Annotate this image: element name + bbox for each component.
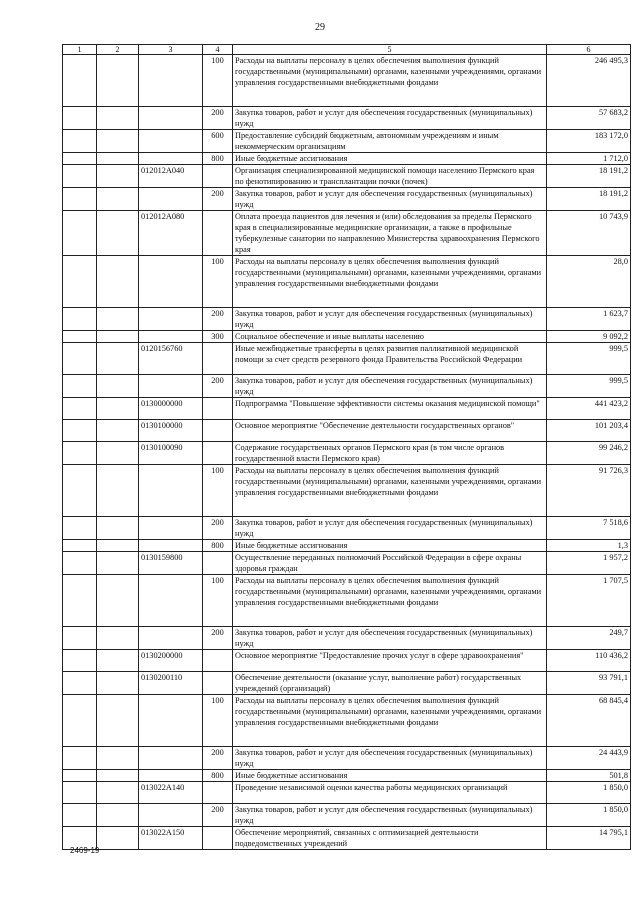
- cell-col-1: [63, 343, 97, 375]
- cell-col-2: [97, 672, 139, 695]
- cell-col-1: [63, 695, 97, 747]
- cell-col-1: [63, 552, 97, 575]
- amount-value: 183 172,0: [547, 130, 631, 153]
- item-description: Закупка товаров, работ и услуг для обеспечения государственных (муниципальных) нужд: [233, 747, 547, 770]
- table-row: [63, 308, 631, 331]
- item-description: Предоставление субсидий бюджетным, автономным учреждениям и иным некоммерческим организациям: [233, 130, 547, 153]
- table-row: [63, 331, 631, 343]
- target-article-code: [139, 130, 203, 153]
- cell-col-2: [97, 165, 139, 188]
- expense-type-code: [203, 672, 233, 695]
- cell-col-1: [63, 153, 97, 165]
- target-article-code: [139, 804, 203, 827]
- item-description: Закупка товаров, работ и услуг для обеспечения государственных (муниципальных) нужд: [233, 804, 547, 827]
- cell-col-1: [63, 308, 97, 331]
- table-row: [63, 130, 631, 153]
- expense-type-code: 100: [203, 695, 233, 747]
- item-description: Иные бюджетные ассигнования: [233, 540, 547, 552]
- amount-value: 999,5: [547, 343, 631, 375]
- amount-value: 28,0: [547, 256, 631, 308]
- target-article-code: [139, 770, 203, 782]
- cell-col-1: [63, 442, 97, 465]
- target-article-code: [139, 188, 203, 211]
- expense-type-code: 200: [203, 375, 233, 398]
- header-col-5: 5: [233, 45, 547, 55]
- target-article-code: 013022А150: [139, 827, 203, 850]
- cell-col-1: [63, 107, 97, 130]
- table-row: [63, 575, 631, 627]
- cell-col-2: [97, 153, 139, 165]
- target-article-code: 0130200110: [139, 672, 203, 695]
- amount-value: 91 726,3: [547, 465, 631, 517]
- expense-type-code: 800: [203, 540, 233, 552]
- item-description: Закупка товаров, работ и услуг для обеспечения государственных (муниципальных) нужд: [233, 308, 547, 331]
- amount-value: 246 495,3: [547, 55, 631, 107]
- cell-col-1: [63, 804, 97, 827]
- item-description: Оплата проезда пациентов для лечения и (или) обследования за пределы Пермского края в специализированные медицинские организации, а также в профильные туберкулезные санатории по направлению Министерства здравоохранения Пермского края: [233, 211, 547, 256]
- cell-col-1: [63, 575, 97, 627]
- amount-value: 501,8: [547, 770, 631, 782]
- table-row: [63, 375, 631, 398]
- expense-type-code: 100: [203, 465, 233, 517]
- table-row: [63, 827, 631, 850]
- expense-type-code: 800: [203, 153, 233, 165]
- amount-value: 101 203,4: [547, 420, 631, 442]
- cell-col-2: [97, 782, 139, 804]
- amount-value: 1 712,0: [547, 153, 631, 165]
- amount-value: 10 743,9: [547, 211, 631, 256]
- table-row: [63, 552, 631, 575]
- expense-type-code: [203, 782, 233, 804]
- table-row: [63, 420, 631, 442]
- table-row: [63, 343, 631, 375]
- cell-col-2: [97, 331, 139, 343]
- cell-col-2: [97, 540, 139, 552]
- cell-col-1: [63, 517, 97, 540]
- target-article-code: [139, 575, 203, 627]
- cell-col-2: [97, 695, 139, 747]
- item-description: Организация специализированной медицинской помощи населению Пермского края по фенотипированию и трансплантации почки (почек): [233, 165, 547, 188]
- item-description: Иные бюджетные ассигнования: [233, 153, 547, 165]
- amount-value: 24 443,9: [547, 747, 631, 770]
- cell-col-1: [63, 627, 97, 650]
- item-description: Закупка товаров, работ и услуг для обеспечения государственных (муниципальных) нужд: [233, 188, 547, 211]
- target-article-code: 013022А140: [139, 782, 203, 804]
- target-article-code: [139, 517, 203, 540]
- item-description: Расходы на выплаты персоналу в целях обеспечения выполнения функций государственными (муниципальными) органами, казенными учреждениями, органами управления государственными внебюджетными фондами: [233, 465, 547, 517]
- item-description: Обеспечение деятельности (оказание услуг, выполнение работ) государственных учреждений (организаций): [233, 672, 547, 695]
- item-description: Проведение независимой оценки качества работы медицинских организаций: [233, 782, 547, 804]
- amount-value: 99 246,2: [547, 442, 631, 465]
- cell-col-2: [97, 107, 139, 130]
- target-article-code: 0130159800: [139, 552, 203, 575]
- cell-col-2: [97, 398, 139, 420]
- expense-type-code: [203, 211, 233, 256]
- cell-col-2: [97, 420, 139, 442]
- header-col-1: 1: [63, 45, 97, 55]
- item-description: Закупка товаров, работ и услуг для обеспечения государственных (муниципальных) нужд: [233, 375, 547, 398]
- cell-col-2: [97, 517, 139, 540]
- amount-value: 93 791,1: [547, 672, 631, 695]
- cell-col-1: [63, 465, 97, 517]
- table-row: [63, 442, 631, 465]
- cell-col-1: [63, 211, 97, 256]
- table-row: [63, 107, 631, 130]
- cell-col-1: [63, 331, 97, 343]
- expense-type-code: 200: [203, 308, 233, 331]
- header-row: [63, 45, 631, 55]
- item-description: Основное мероприятие "Обеспечение деятельности государственных органов": [233, 420, 547, 442]
- table-row: [63, 165, 631, 188]
- item-description: Обеспечение мероприятий, связанных с оптимизацией деятельности подведомственных учреждений: [233, 827, 547, 850]
- expense-type-code: 100: [203, 55, 233, 107]
- cell-col-1: [63, 770, 97, 782]
- expense-type-code: 800: [203, 770, 233, 782]
- expense-type-code: 300: [203, 331, 233, 343]
- cell-col-2: [97, 627, 139, 650]
- target-article-code: [139, 308, 203, 331]
- cell-col-2: [97, 552, 139, 575]
- target-article-code: 0130100090: [139, 442, 203, 465]
- amount-value: 14 795,1: [547, 827, 631, 850]
- item-description: Закупка товаров, работ и услуг для обеспечения государственных (муниципальных) нужд: [233, 107, 547, 130]
- expense-type-code: [203, 827, 233, 850]
- expense-type-code: 200: [203, 107, 233, 130]
- table-row: [63, 153, 631, 165]
- table-row: [63, 517, 631, 540]
- table-row: [63, 188, 631, 211]
- target-article-code: [139, 540, 203, 552]
- table-row: [63, 650, 631, 672]
- amount-value: 1 850,0: [547, 804, 631, 827]
- amount-value: 7 518,6: [547, 517, 631, 540]
- item-description: Расходы на выплаты персоналу в целях обеспечения выполнения функций государственными (муниципальными) органами, казенными учреждениями, органами управления государственными внебюджетными фондами: [233, 695, 547, 747]
- cell-col-1: [63, 398, 97, 420]
- cell-col-1: [63, 165, 97, 188]
- table-row: [63, 804, 631, 827]
- cell-col-2: [97, 130, 139, 153]
- expense-type-code: [203, 552, 233, 575]
- expense-type-code: 200: [203, 804, 233, 827]
- expense-type-code: [203, 650, 233, 672]
- page-number: 29: [315, 22, 325, 33]
- cell-col-2: [97, 827, 139, 850]
- cell-col-2: [97, 308, 139, 331]
- cell-col-2: [97, 465, 139, 517]
- item-description: Иные межбюджетные трансферты в целях развития паллиативной медицинской помощи за счет средств резервного фонда Правительства Российской Федерации: [233, 343, 547, 375]
- amount-value: 441 423,2: [547, 398, 631, 420]
- cell-col-1: [63, 672, 97, 695]
- amount-value: 110 436,2: [547, 650, 631, 672]
- cell-col-1: [63, 747, 97, 770]
- item-description: Подпрограмма "Повышение эффективности системы оказания медицинской помощи": [233, 398, 547, 420]
- expense-type-code: [203, 165, 233, 188]
- budget-table-body: [63, 45, 631, 850]
- cell-col-2: [97, 343, 139, 375]
- cell-col-1: [63, 540, 97, 552]
- target-article-code: [139, 153, 203, 165]
- header-col-3: 3: [139, 45, 203, 55]
- cell-col-2: [97, 55, 139, 107]
- table-row: [63, 747, 631, 770]
- cell-col-2: [97, 747, 139, 770]
- item-description: Расходы на выплаты персоналу в целях обеспечения выполнения функций государственными (муниципальными) органами, казенными учреждениями, органами управления государственными внебюджетными фондами: [233, 55, 547, 107]
- amount-value: 249,7: [547, 627, 631, 650]
- table-row: [63, 398, 631, 420]
- target-article-code: [139, 256, 203, 308]
- cell-col-2: [97, 770, 139, 782]
- amount-value: 999,5: [547, 375, 631, 398]
- table-row: [63, 695, 631, 747]
- target-article-code: 012012А040: [139, 165, 203, 188]
- target-article-code: [139, 627, 203, 650]
- cell-col-1: [63, 375, 97, 398]
- header-col-2: 2: [97, 45, 139, 55]
- header-col-4: 4: [203, 45, 233, 55]
- item-description: Осуществление переданных полномочий Российской Федерации в сфере охраны здоровья граждан: [233, 552, 547, 575]
- item-description: Расходы на выплаты персоналу в целях обеспечения выполнения функций государственными (муниципальными) органами, казенными учреждениями, органами управления государственными внебюджетными фондами: [233, 256, 547, 308]
- expense-type-code: [203, 442, 233, 465]
- cell-col-1: [63, 130, 97, 153]
- expense-type-code: [203, 343, 233, 375]
- amount-value: 68 845,4: [547, 695, 631, 747]
- table-row: [63, 627, 631, 650]
- table-row: [63, 540, 631, 552]
- amount-value: 18 191,2: [547, 188, 631, 211]
- item-description: Расходы на выплаты персоналу в целях обеспечения выполнения функций государственными (муниципальными) органами, казенными учреждениями, органами управления государственными внебюджетными фондами: [233, 575, 547, 627]
- target-article-code: [139, 375, 203, 398]
- amount-value: 9 092,2: [547, 331, 631, 343]
- cell-col-2: [97, 650, 139, 672]
- cell-col-2: [97, 256, 139, 308]
- document-code: 2469-19: [70, 846, 100, 855]
- expense-type-code: 200: [203, 627, 233, 650]
- table-row: [63, 770, 631, 782]
- target-article-code: 0130100000: [139, 420, 203, 442]
- cell-col-2: [97, 188, 139, 211]
- expense-type-code: [203, 420, 233, 442]
- item-description: Закупка товаров, работ и услуг для обеспечения государственных (муниципальных) нужд: [233, 517, 547, 540]
- cell-col-2: [97, 442, 139, 465]
- cell-col-1: [63, 55, 97, 107]
- amount-value: 1 707,5: [547, 575, 631, 627]
- table-row: [63, 211, 631, 256]
- expense-type-code: 100: [203, 256, 233, 308]
- amount-value: 1 623,7: [547, 308, 631, 331]
- target-article-code: [139, 107, 203, 130]
- amount-value: 1 850,0: [547, 782, 631, 804]
- header-col-6: 6: [547, 45, 631, 55]
- target-article-code: [139, 55, 203, 107]
- item-description: Иные бюджетные ассигнования: [233, 770, 547, 782]
- amount-value: 18 191,2: [547, 165, 631, 188]
- table-row: [63, 55, 631, 107]
- amount-value: 1,3: [547, 540, 631, 552]
- budget-table: [62, 44, 631, 850]
- table-row: [63, 256, 631, 308]
- cell-col-2: [97, 375, 139, 398]
- target-article-code: 0130000000: [139, 398, 203, 420]
- table-row: [63, 782, 631, 804]
- cell-col-1: [63, 256, 97, 308]
- target-article-code: [139, 331, 203, 343]
- target-article-code: [139, 747, 203, 770]
- target-article-code: 012012А080: [139, 211, 203, 256]
- target-article-code: 0120156760: [139, 343, 203, 375]
- cell-col-1: [63, 188, 97, 211]
- target-article-code: 0130200000: [139, 650, 203, 672]
- amount-value: 57 683,2: [547, 107, 631, 130]
- item-description: Содержание государственных органов Пермского края (в том числе органов государственной власти Пермского края): [233, 442, 547, 465]
- item-description: Социальное обеспечение и иные выплаты населению: [233, 331, 547, 343]
- table-row: [63, 672, 631, 695]
- amount-value: 1 957,2: [547, 552, 631, 575]
- expense-type-code: 200: [203, 747, 233, 770]
- item-description: Закупка товаров, работ и услуг для обеспечения государственных (муниципальных) нужд: [233, 627, 547, 650]
- target-article-code: [139, 695, 203, 747]
- expense-type-code: 600: [203, 130, 233, 153]
- table-row: [63, 465, 631, 517]
- cell-col-1: [63, 782, 97, 804]
- target-article-code: [139, 465, 203, 517]
- cell-col-2: [97, 804, 139, 827]
- cell-col-2: [97, 575, 139, 627]
- expense-type-code: 200: [203, 517, 233, 540]
- cell-col-2: [97, 211, 139, 256]
- cell-col-1: [63, 650, 97, 672]
- expense-type-code: [203, 398, 233, 420]
- cell-col-1: [63, 420, 97, 442]
- item-description: Основное мероприятие "Предоставление прочих услуг в сфере здравоохранения": [233, 650, 547, 672]
- expense-type-code: 200: [203, 188, 233, 211]
- expense-type-code: 100: [203, 575, 233, 627]
